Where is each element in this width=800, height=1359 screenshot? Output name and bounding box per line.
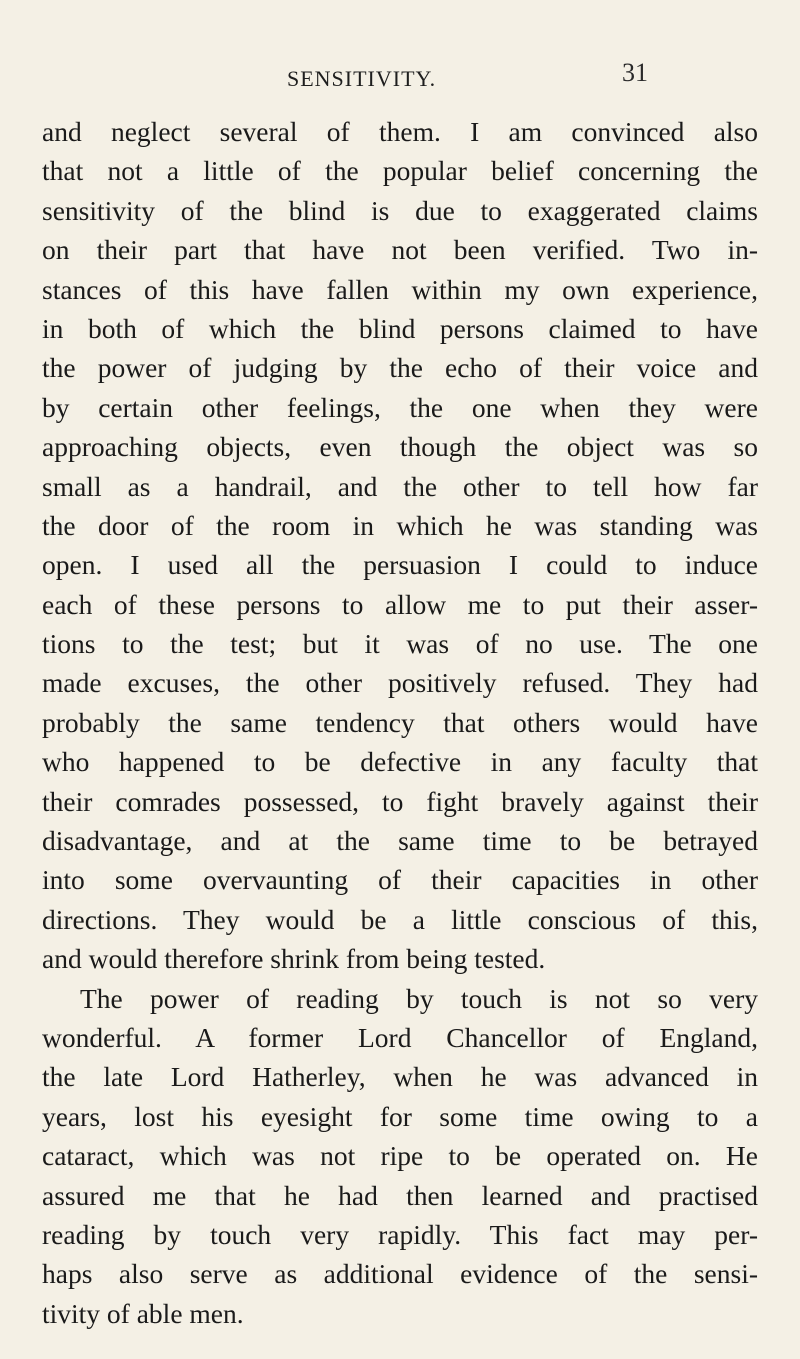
text-line: cataract, which was not ripe to be operated on. He xyxy=(42,1140,758,1172)
text-line: the late Lord Hatherley, when he was advanced in xyxy=(42,1061,758,1093)
text-line: wonderful. A former Lord Chancellor of England, xyxy=(42,1021,758,1053)
text-line: their comrades possessed, to fight bravely against their xyxy=(42,785,758,817)
text-line: disadvantage, and at the same time to be betrayed xyxy=(42,825,758,857)
text-line: the power of judging by the echo of their voice and xyxy=(42,352,758,384)
text-line: into some overvaunting of their capacities in other xyxy=(42,864,758,896)
page-number: 31 xyxy=(622,58,648,87)
paragraph-start-line: The power of reading by touch is not so very xyxy=(80,982,758,1014)
text-line: each of these persons to allow me to put their asser- xyxy=(42,588,758,620)
text-line: open. I used all the persuasion I could to induce xyxy=(42,549,758,581)
text-line: haps also serve as additional evidence of the sensi- xyxy=(42,1258,758,1290)
text-line: in both of which the blind persons claimed to have xyxy=(42,312,758,344)
text-line: that not a little of the popular belief concerning the xyxy=(42,155,758,187)
page-header xyxy=(0,58,800,98)
text-line: directions. They would be a little conscious of this, xyxy=(42,903,758,935)
running-head: SENSITIVITY. xyxy=(287,66,437,91)
text-line: and neglect several of them. I am convinced also xyxy=(42,116,758,147)
body-text xyxy=(42,112,758,1333)
text-line: sensitivity of the blind is due to exaggerated claims xyxy=(42,194,758,226)
text-line: made excuses, the other positively refused. They had xyxy=(42,667,758,699)
text-line: years, lost his eyesight for some time owing to a xyxy=(42,1100,758,1132)
text-line: small as a handrail, and the other to tell how far xyxy=(42,470,758,502)
text-line: on their part that have not been verified. Two in- xyxy=(42,234,758,266)
paragraph-end-line: and would therefore shrink from being tested. xyxy=(42,943,546,975)
text-line: approaching objects, even though the object was so xyxy=(42,431,758,463)
paragraph-end-line: tivity of able men. xyxy=(42,1297,244,1329)
text-line: assured me that he had then learned and practised xyxy=(42,1179,758,1211)
text-line: reading by touch very rapidly. This fact may per- xyxy=(42,1218,758,1250)
text-line: probably the same tendency that others would have xyxy=(42,706,758,738)
text-line: the door of the room in which he was standing was xyxy=(42,509,758,541)
text-line: stances of this have fallen within my own experience, xyxy=(42,273,758,305)
text-line: tions to the test; but it was of no use. The one xyxy=(42,628,758,660)
text-line: who happened to be defective in any faculty that xyxy=(42,746,758,778)
text-line: by certain other feelings, the one when they were xyxy=(42,391,758,423)
